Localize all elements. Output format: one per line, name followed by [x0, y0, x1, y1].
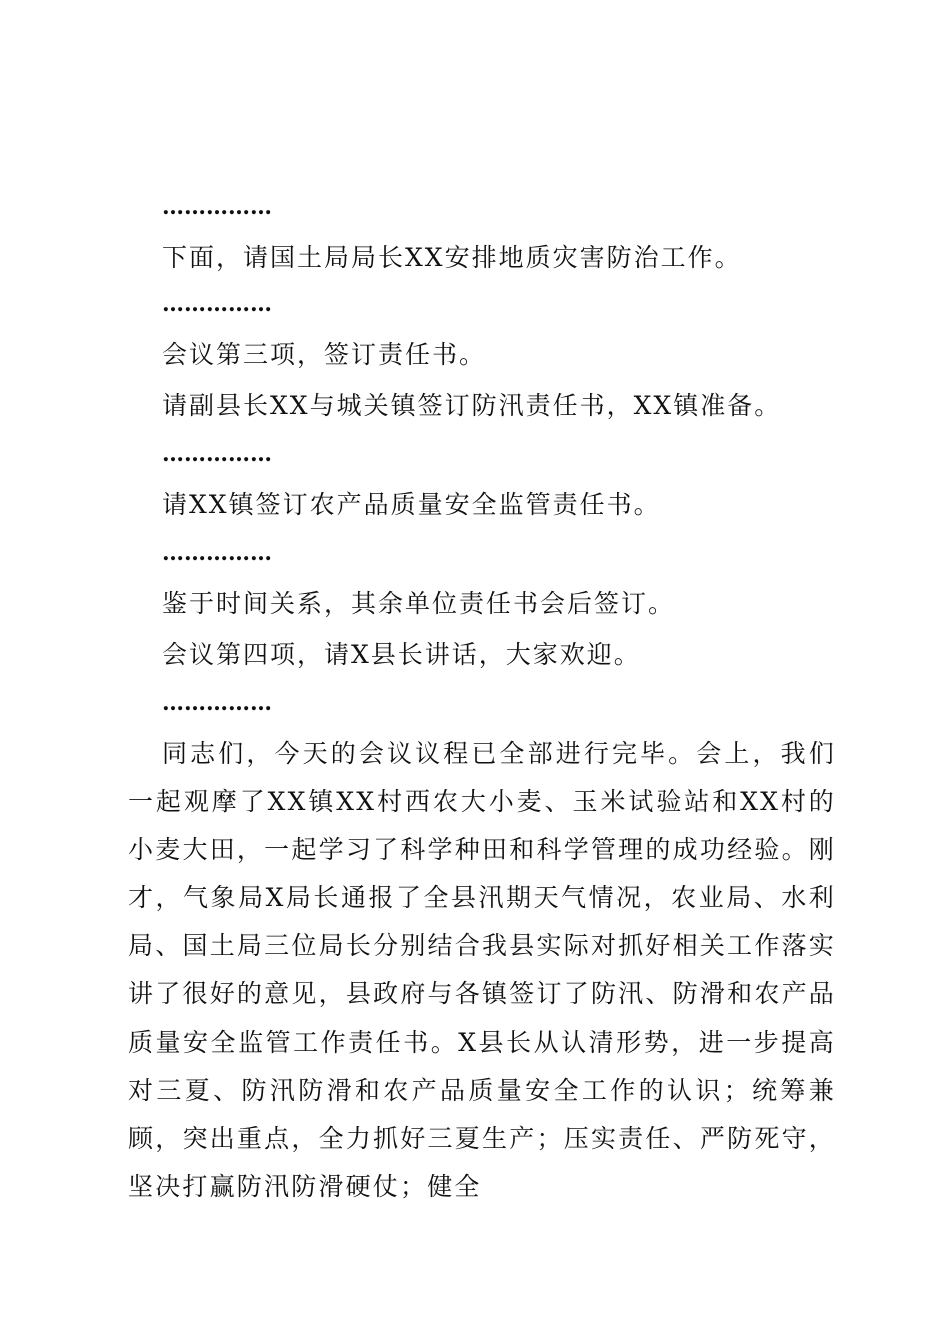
ellipsis-separator: ……………	[162, 441, 272, 467]
agenda-line: 会议第三项，签订责任书。	[162, 340, 487, 369]
ellipsis-separator: ……………	[162, 194, 272, 220]
closing-paragraph: 同志们，今天的会议议程已全部进行完毕。会上，我们一起观摩了XX镇XX村西农大小麦、玉米试验站和XX村的小麦大田，一起学习了科学种田和科学管理的成功经验。刚才，气象局X局长通报了全县汛期天气情况，农业局、水利局、国土局三位局长分别结合我县实际对抓好相关工作落实讲了很好的意见，县政府与各镇签订了防汛、防滑和农产品质量安全监管工作责任书。X县长从认清形势，进一步提高对三夏、防汛防滑和农产品质量安全工作的认识；统筹兼顾，突出重点，全力抓好三夏生产；压实责任、严防死守，坚决打赢防汛防滑硬仗；健全	[128, 739, 836, 1201]
ellipsis-separator: ……………	[162, 540, 272, 566]
agenda-line: 会议第四项，请X县长讲话，大家欢迎。	[162, 640, 641, 669]
agenda-line: 请副县长XX与城关镇签订防汛责任书，XX镇准备。	[162, 391, 782, 420]
ellipsis-separator: ……………	[162, 291, 272, 317]
agenda-line: 请XX镇签订农产品质量安全监管责任书。	[162, 490, 661, 519]
agenda-line: 鉴于时间关系，其余单位责任书会后签订。	[162, 589, 676, 618]
ellipsis-separator: ……………	[162, 690, 272, 716]
agenda-line: 下面，请国土局局长XX安排地质灾害防治工作。	[162, 243, 742, 272]
